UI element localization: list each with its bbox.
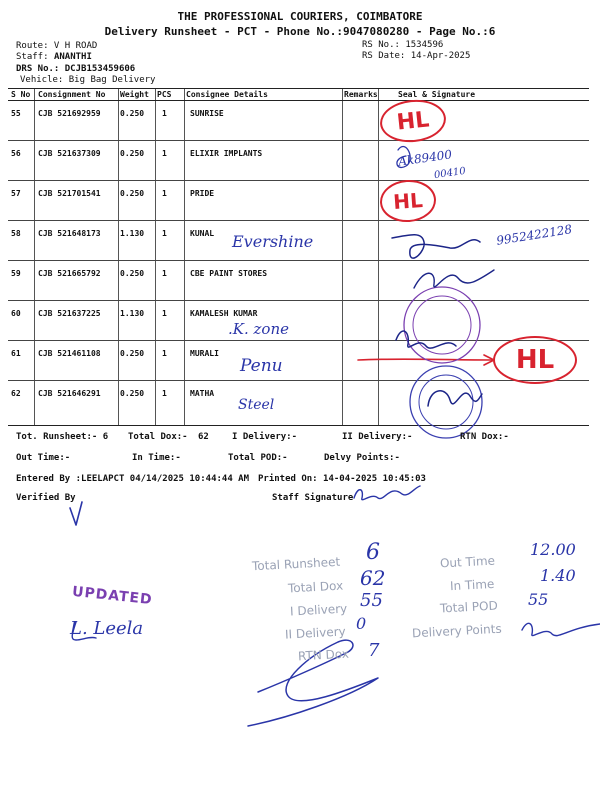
entered-by: Entered By :LEELAPCT 04/14/2025 10:44:44 AM [16, 474, 249, 484]
staff-name: ANANTHI [53, 52, 92, 62]
hw-ii-delivery: 0 [356, 614, 367, 633]
stamp-in-time: In Time [449, 576, 495, 594]
hw-total-dox: 62 [360, 566, 386, 590]
rs-date: RS Date: 14-Apr-2025 [362, 51, 471, 61]
updated-stamp: UPDATED [71, 583, 154, 609]
total-dox-label: Total Dox:- [128, 432, 188, 442]
in-time: In Time:- [132, 453, 181, 463]
table-row: 57 CJB 521701541 0.250 1 PRIDE [8, 181, 589, 221]
stamp-total-runsheet: Total Runsheet [251, 554, 341, 574]
hw-rtn-dox: 7 [368, 640, 380, 661]
delvy-points: Delvy Points:- [324, 453, 400, 463]
hw-i-delivery: 55 [360, 590, 383, 611]
route: Route: V H ROAD [16, 41, 98, 51]
stamp-i-delivery: I Delivery [289, 601, 348, 619]
col-remarks: Remarks [344, 90, 378, 99]
handwriting-evershine: Evershine [232, 232, 314, 251]
staff-signature-label: Staff Signature [272, 493, 354, 503]
rs-number: RS No.: 1534596 [362, 40, 444, 50]
col-consignment: Consignment No [38, 90, 106, 99]
stamp-delivery-points: Delivery Points [411, 621, 502, 641]
col-pcs: PCS [157, 90, 172, 99]
table-row: 56 CJB 521637309 0.250 1 ELIXIR IMPLANTS [8, 141, 589, 181]
hl-stamp: HL [378, 97, 448, 146]
updated-signature: L. Leela [70, 618, 144, 639]
hl-stamp: HL [493, 336, 577, 384]
stamp-total-dox: Total Dox [287, 578, 344, 596]
handwriting-penu: Penu [240, 356, 283, 376]
stamp-rtn-dox: RTN Dox [297, 646, 350, 664]
handwriting-phone: 9952422128 [495, 222, 573, 248]
verified-by: Verified By [16, 493, 76, 503]
stamp-ii-delivery: II Delivery [284, 624, 347, 642]
hl-stamp: HL [379, 178, 438, 224]
printed-on: Printed On: 14-04-2025 10:45:03 [258, 474, 426, 484]
handwriting-steel: Steel [238, 397, 275, 413]
col-consignee: Consignee Details [186, 90, 268, 99]
hw-total-pod: 55 [528, 590, 549, 609]
hw-out-time: 12.00 [530, 540, 576, 559]
stamp-out-time: Out Time [439, 553, 496, 571]
col-weight: Weight [120, 90, 149, 99]
total-pod: Total POD:- [228, 453, 288, 463]
vehicle: Vehicle: Big Bag Delivery [20, 75, 156, 85]
tot-runsheet: Tot. Runsheet:- 6 [16, 432, 109, 442]
table-row: 55 CJB 521692959 0.250 1 SUNRISE [8, 101, 589, 141]
staff-label: Staff: [16, 52, 49, 62]
stamp-total-pod: Total POD [439, 598, 499, 616]
table-row: 59 CJB 521665792 0.250 1 CBE PAINT STORES [8, 261, 589, 301]
hw-in-time: 1.40 [540, 566, 576, 585]
handwriting-note-a: Ak89400 [397, 147, 453, 169]
company-title: THE PROFESSIONAL COURIERS, COIMBATORE [177, 10, 423, 23]
i-delivery: I Delivery:- [232, 432, 298, 442]
hw-total-runsheet: 6 [366, 540, 380, 565]
handwriting-kzone: .K. zone [228, 320, 289, 338]
runsheet-subtitle: Delivery Runsheet - PCT - Phone No.:9047080280 - Page No.:6 [104, 25, 496, 38]
table-row: 60 CJB 521637225 1.130 1 KAMALESH KUMAR [8, 301, 589, 341]
col-sno: S No [11, 90, 31, 99]
out-time: Out Time:- [16, 453, 71, 463]
table-row: 62 CJB 521646291 0.250 1 MATHA [11, 389, 215, 398]
col-seal-signature: Seal & Signature [398, 90, 476, 99]
handwriting-note-b: 00410 [433, 165, 467, 182]
ii-delivery: II Delivery:- [342, 432, 413, 442]
table-row: 61 CJB 521461108 0.250 1 MURALI [8, 341, 589, 381]
total-dox-value: 62 [198, 432, 209, 442]
rtn-dox: RTN Dox:- [460, 432, 509, 442]
drs-number: DRS No.: DCJB153459606 [16, 64, 136, 74]
table-row: 58 CJB 521648173 1.130 1 KUNAL [8, 221, 589, 261]
